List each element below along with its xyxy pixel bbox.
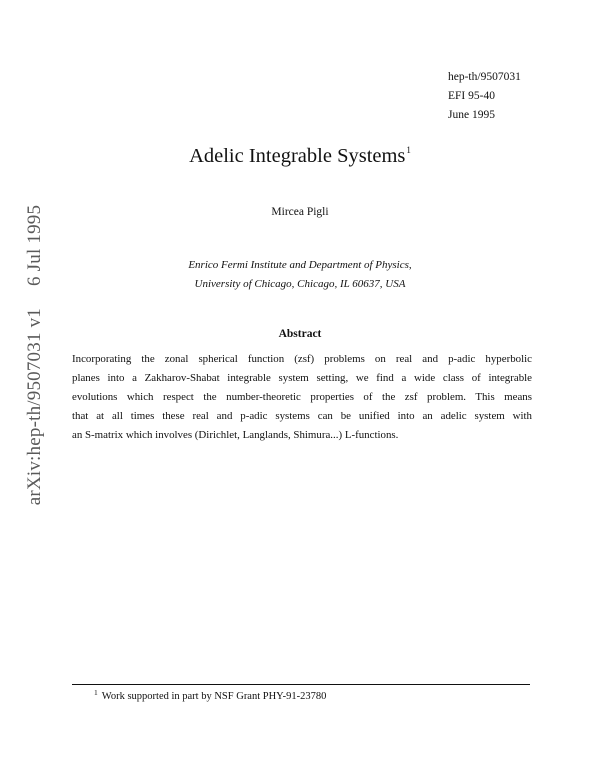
abstract-line: planes into a Zakharov-Shabat integrable system setting, we find a wide class of integrable — [72, 372, 532, 384]
paper-title-text: Adelic Integrable Systems — [189, 145, 406, 167]
affiliation — [0, 256, 600, 294]
report-number: hep-th/9507031 — [448, 71, 521, 83]
abstract-body — [72, 350, 532, 445]
footnote-rule — [72, 684, 530, 685]
abstract-line: evolutions which respect the number-theoretic properties of the zsf problem. This means — [72, 391, 532, 403]
affiliation-line-2: University of Chicago, Chicago, IL 60637, USA — [194, 278, 406, 290]
footnote-text: Work supported in part by NSF Grant PHY-91-23780 — [101, 691, 327, 702]
arxiv-date: 6 Jul 1995 — [24, 204, 45, 286]
abstract-heading: Abstract — [278, 328, 322, 340]
author-name: Mircea Pigli — [271, 206, 329, 218]
affiliation-line-1: Enrico Fermi Institute and Department of Physics, — [188, 259, 412, 271]
institute-code: EFI 95-40 — [448, 90, 495, 102]
footnote-mark: 1 — [94, 688, 98, 697]
report-date: June 1995 — [448, 109, 495, 121]
report-info — [448, 68, 521, 125]
footnote — [94, 688, 326, 702]
title-footnote-mark: 1 — [406, 145, 411, 155]
abstract-line: Incorporating the zonal spherical function (zsf) problems on real and p-adic hyperbolic — [72, 353, 532, 365]
arxiv-sidebar-stamp — [20, 190, 50, 520]
abstract-line: that at all times these real and p-adic systems can be unified into an adelic system with — [72, 410, 532, 422]
paper-title — [0, 145, 600, 168]
arxiv-identifier: arXiv:hep-th/9507031 v1 — [24, 307, 45, 506]
abstract-line: an S-matrix which involves (Dirichlet, Langlands, Shimura...) L-functions. — [72, 429, 399, 441]
